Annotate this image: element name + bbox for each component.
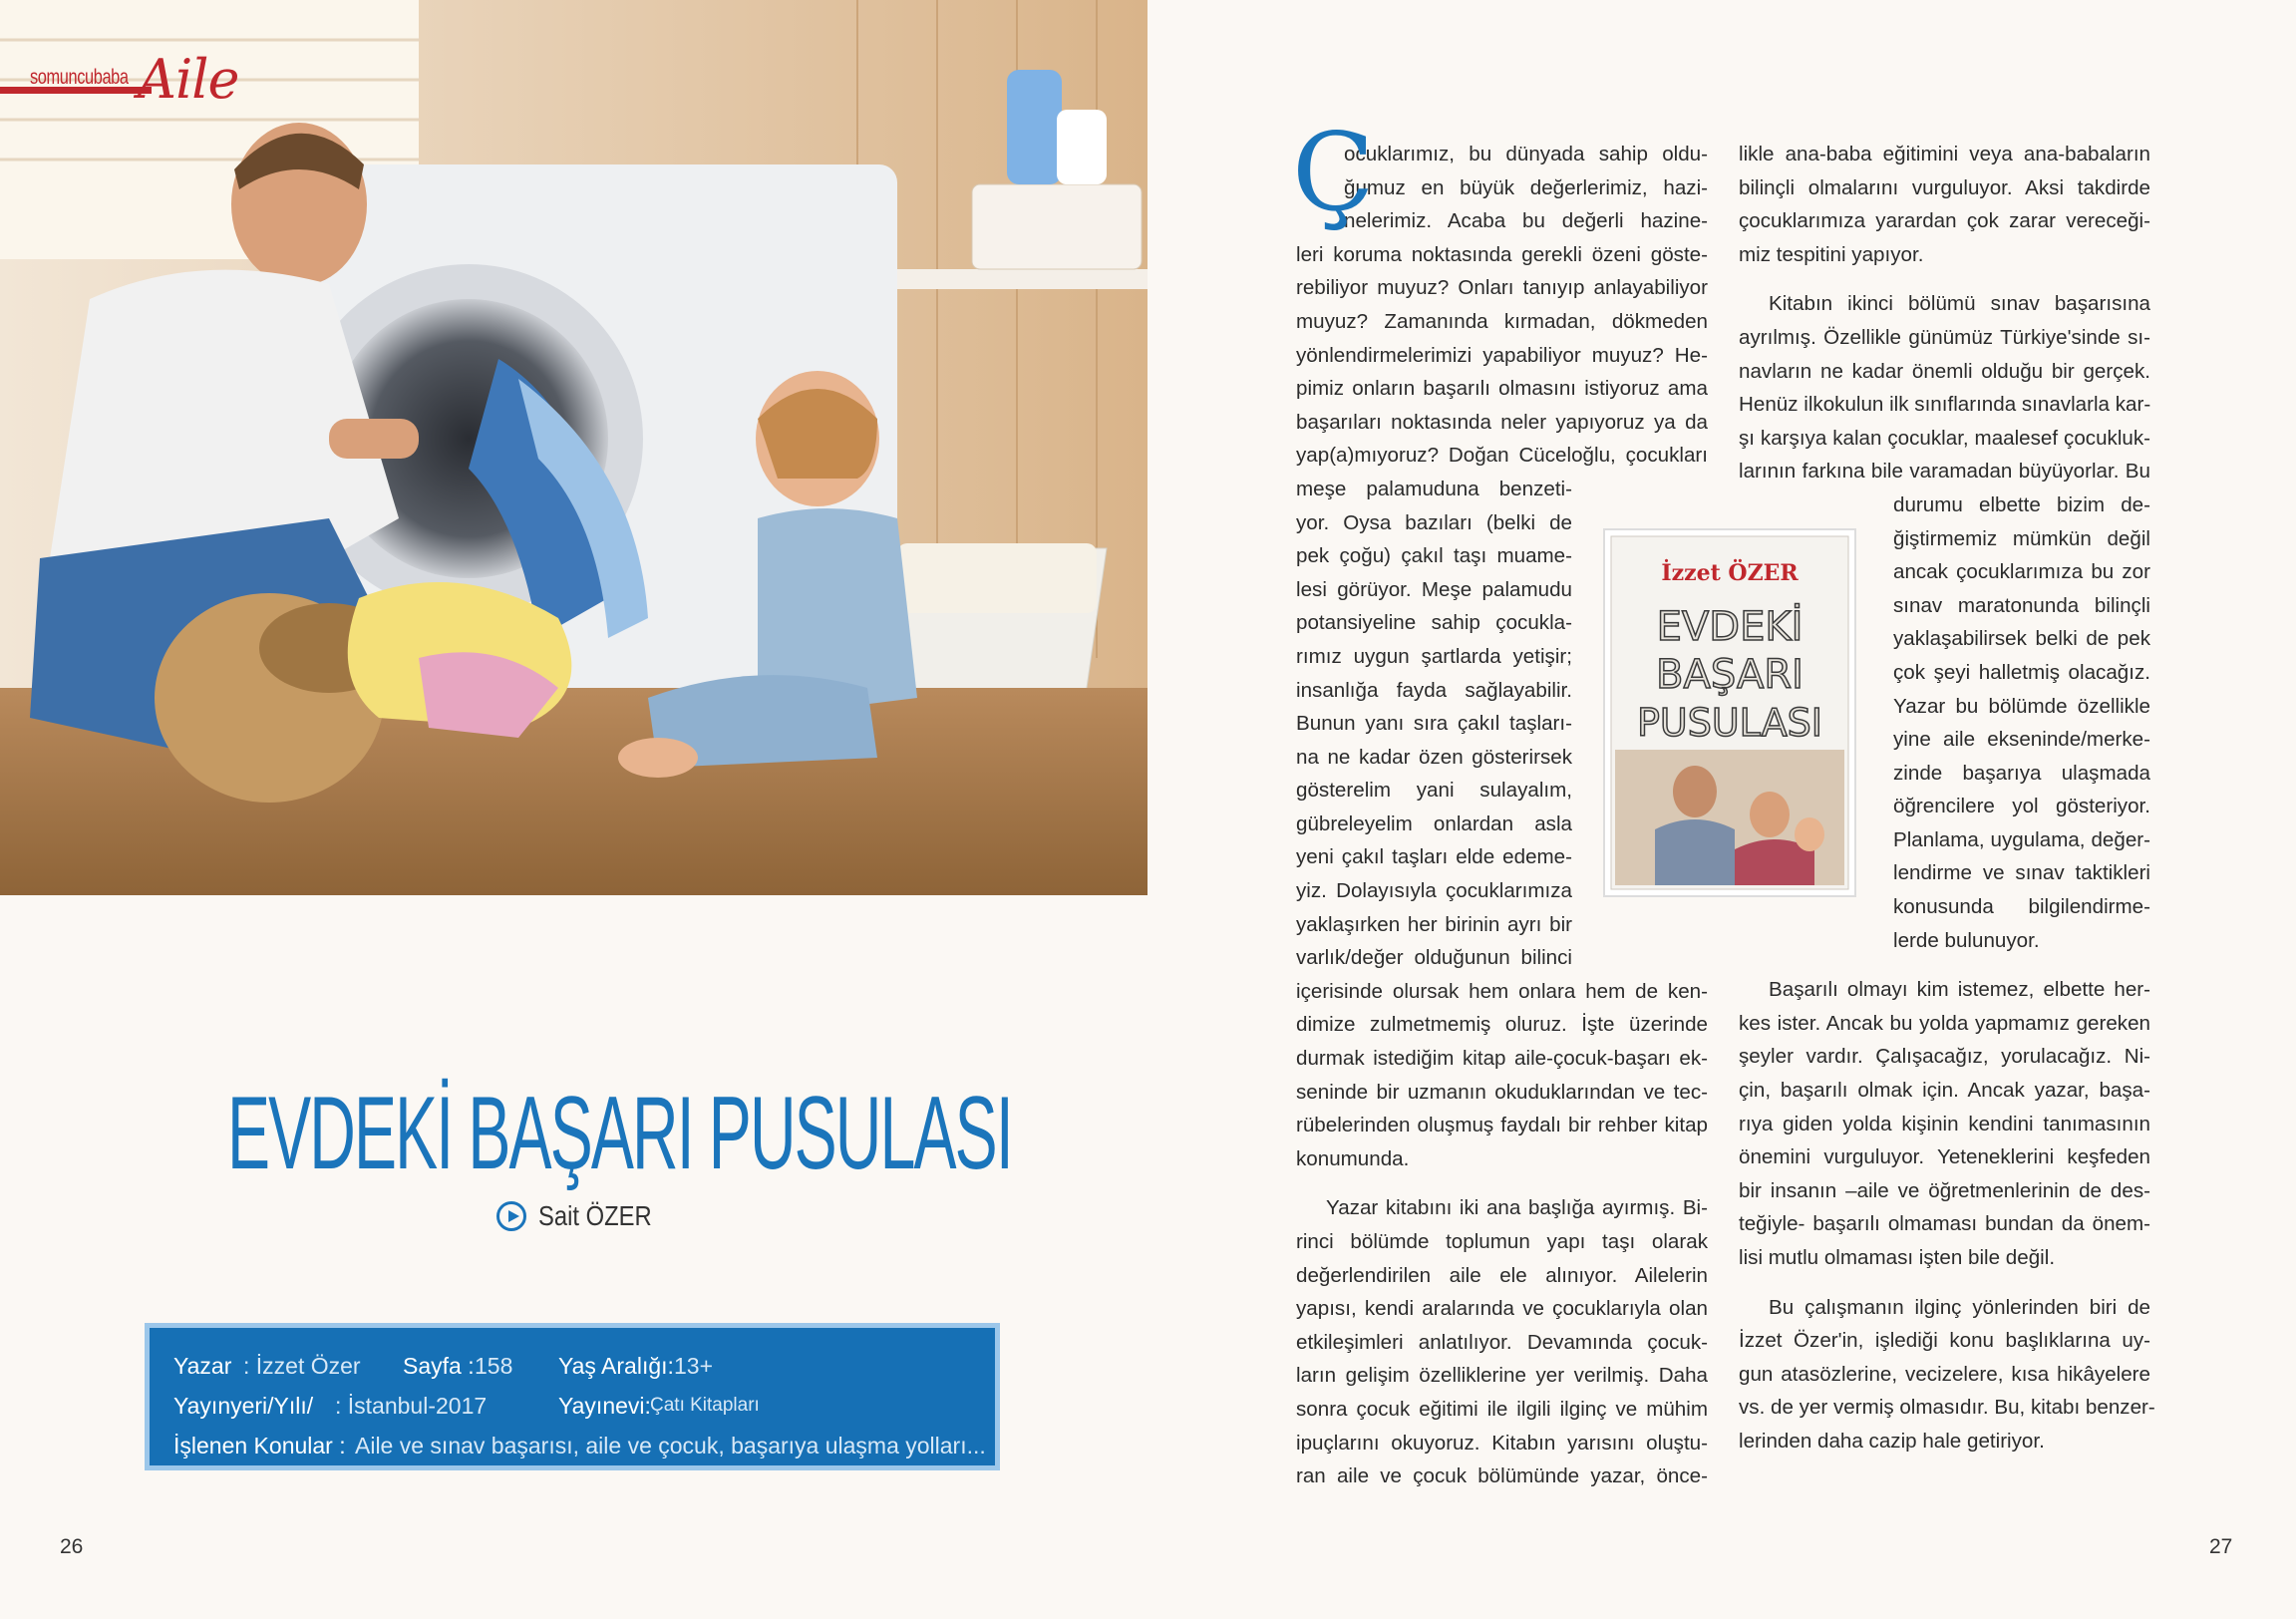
text-line: likle ana-baba eğitimini veya ana-babaların xyxy=(1739,143,2150,165)
text-line: başarıları noktasında neler yapıyoruz ya da xyxy=(1296,410,1708,434)
info-row-3 xyxy=(173,1426,986,1465)
text-line: etkileşimleri anlatılıyor. Devamında çocuk- xyxy=(1296,1330,1708,1354)
text-line: gun atasözlerine, vecizelere, kısa hikâyelere xyxy=(1739,1362,2150,1386)
text-line: ların gelişim özelliklerine yer verilmiş. Daha xyxy=(1296,1364,1708,1388)
author-name: Sait ÖZER xyxy=(538,1200,652,1231)
text-line: teğiyle- başarılı olmaması bundan da önem- xyxy=(1739,1212,2150,1236)
text-line: lerde bulunuyor. xyxy=(1893,928,2040,952)
text-line: şı karşıya kalan çocuklar, maalesef çocukluk- xyxy=(1739,426,2150,450)
konular-value: Aile ve sınav başarısı, aile ve çocuk, başarıya ulaşma yolları... xyxy=(355,1433,986,1458)
brand-logo xyxy=(0,48,259,111)
text-line: sınav maratonunda bilinçli xyxy=(1893,593,2150,617)
text-line: konumunda. xyxy=(1296,1146,1410,1170)
sayfa-label: Sayfa : xyxy=(403,1353,475,1379)
konular-label: İşlenen Konular : xyxy=(173,1433,346,1458)
text-line: çok şeyi halletmiş olacağız. xyxy=(1893,660,2150,684)
text-line: yaklaşabilirsek belki de pek xyxy=(1893,627,2150,651)
text-line: değerlendirilen aile ele alınıyor. Ailelerin xyxy=(1296,1263,1708,1287)
text-line: muyuz? Zamanında kırmadan, dökmeden xyxy=(1296,309,1708,333)
text-line: varlık/değer olduğunun bilinci xyxy=(1296,946,1572,970)
text-line: dimize zulmetmemiş oluruz. İşte üzerinde xyxy=(1296,1013,1708,1037)
text-line: zinde başarıya ulaşmada xyxy=(1893,761,2150,785)
family-laundry-photo xyxy=(0,0,1148,895)
yas-label: Yaş Aralığı: xyxy=(558,1353,674,1379)
right-page xyxy=(1148,0,2296,1619)
text-line: ğumuz en büyük değerlerimiz, hazi- xyxy=(1344,175,1708,199)
text-line: konusunda bilgilendirme- xyxy=(1893,895,2150,919)
yas-value: 13+ xyxy=(674,1353,714,1379)
text-line: ran aile ve çocuk bölümünde yazar, önce- xyxy=(1296,1464,1708,1488)
text-line: çocuklarımıza yarardan çok zarar vereceği- xyxy=(1739,209,2150,233)
text-line: öğrencilere yol gösteriyor. xyxy=(1893,795,2150,818)
text-line: lisi mutlu olmaması işten bile değil. xyxy=(1739,1246,2056,1269)
text-line: larının farkına bile varamadan büyüyorlar. Bu xyxy=(1739,460,2150,484)
play-circle-icon xyxy=(496,1201,526,1231)
text-line: yap(a)mıyoruz? Doğan Cüceloğlu, çocukları xyxy=(1296,444,1708,468)
sayfa-value: 158 xyxy=(475,1353,513,1379)
text-line: içerisinde olursak hem onlara hem de ken- xyxy=(1296,979,1708,1003)
book-cover-author: İzzet ÖZER xyxy=(1661,560,1799,586)
text-line: Henüz ilkokulun ilk sınıflarında sınavlarla kar- xyxy=(1739,393,2151,417)
text-line: önemini vurguluyor. Yeteneklerini keşfeden xyxy=(1739,1145,2150,1169)
text-line: durmak istediğim kitap aile-çocuk-başarı ek- xyxy=(1296,1047,1708,1071)
book-cover-title-1: EVDEKİ xyxy=(1656,604,1804,650)
text-line: yönlendirmelerimizi yapabiliyor muyuz? He- xyxy=(1296,343,1708,367)
text-line: gösterelim yani sulayalım, xyxy=(1296,779,1572,803)
text-line: rübelerinden oluşmuş faydalı bir rehber kitap xyxy=(1296,1114,1708,1137)
yayinyeri-label: Yayınyeri/Yılı/ xyxy=(173,1393,314,1419)
text-line: insanlığa fayda sağlayabilir. xyxy=(1296,678,1572,702)
text-line: lesi görüyor. Meşe palamudu xyxy=(1296,577,1572,601)
text-line: şeyler vardır. Çalışacağız, yorulacağız. Ni- xyxy=(1739,1045,2150,1069)
text-line: rinci bölümde toplumun yapı taşı olarak xyxy=(1296,1230,1708,1253)
yayinyeri-value: : İstanbul-2017 xyxy=(335,1393,488,1419)
text-line: lendirme ve sınav taktikleri xyxy=(1893,861,2150,885)
text-line: Kitabın ikinci bölümü sınav başarısına xyxy=(1769,292,2150,316)
page-number-right: 27 xyxy=(2209,1535,2233,1558)
text-line: çin, başarılı olmak için. Ancak yazar, başa- xyxy=(1739,1079,2150,1103)
text-line: yiz. Dolayısıyla çocuklarımıza xyxy=(1296,879,1572,903)
text-line: Yazar kitabını iki ana başlığa ayırmış. Bi- xyxy=(1326,1196,1708,1220)
text-line: bir insanın –aile ve öğretmenlerinin de des- xyxy=(1739,1178,2150,1202)
text-line: seninde bir uzmanın okuduklarından ve tec- xyxy=(1296,1080,1708,1104)
author-byline xyxy=(496,1196,672,1236)
brand-small-text: somuncubaba xyxy=(30,66,129,89)
text-line: durumu elbette bizim de- xyxy=(1893,492,2150,516)
text-line: potansiyeline sahip çocukla- xyxy=(1296,611,1572,635)
page-number-left: 26 xyxy=(60,1535,84,1558)
text-line: navların ne kadar önemli olduğu bir gerçek. xyxy=(1739,359,2150,383)
text-line: yine aile ekseninde/merke- xyxy=(1893,728,2150,752)
text-line: nelerimiz. Acaba bu değerli hazine- xyxy=(1344,209,1708,233)
text-line: yor. Oysa bazıları (belki de xyxy=(1296,510,1572,534)
article-title: EVDEKİ BAŞARI PUSULASI xyxy=(227,1075,1012,1191)
book-info-box xyxy=(148,1326,997,1467)
yazar-label: Yazar xyxy=(173,1353,232,1379)
text-line: leri koruma noktasında gerekli özeni göste- xyxy=(1296,242,1708,266)
text-line: sonra çocuk eğitimi ile ilgili ilginç ve mühim xyxy=(1296,1397,1708,1421)
text-line: Bu çalışmanın ilginç yönlerinden biri de xyxy=(1769,1295,2150,1319)
text-line: bilinçli olmalarını vurguluyor. Aksi takdirde xyxy=(1739,175,2150,199)
text-line: pimiz onların başarılı olmasını istiyoruz ama xyxy=(1296,377,1708,401)
text-line: ipuçlarını okuyoruz. Kitabın yarısını oluştu- xyxy=(1296,1431,1708,1455)
text-line: rıya giden yolda kişinin kendini tanımasının xyxy=(1739,1112,2150,1135)
text-line: İzzet Özer'in, işlediği konu başlıklarına uy- xyxy=(1739,1329,2150,1353)
yazar-value: : İzzet Özer xyxy=(243,1353,361,1379)
text-line: vs. de yer vermiş olmasıdır. Bu, kitabı benzer- xyxy=(1739,1396,2155,1420)
text-line: Bunun yanı sıra çakıl taşları- xyxy=(1296,712,1572,736)
text-line: Başarılı olmayı kim istemez, elbette her- xyxy=(1769,978,2150,1002)
text-line: miz tespitini yapıyor. xyxy=(1739,242,1924,266)
text-line: ocuklarımız, bu dünyada sahip oldu- xyxy=(1344,143,1708,165)
text-line: yaklaşırken her birinin ayrı bir xyxy=(1296,912,1572,936)
book-cover-title-2: BAŞARI xyxy=(1656,652,1804,698)
text-line: yeni çakıl taşları elde edeme- xyxy=(1296,845,1572,869)
text-line: gübreleyelim onlardan asla xyxy=(1296,811,1572,835)
text-line: na ne kadar özen gösterirsek xyxy=(1296,745,1572,769)
info-row-2 xyxy=(173,1386,981,1426)
brand-big-text: Aile xyxy=(138,48,239,111)
photo-illustration xyxy=(0,0,1148,895)
text-line: ancak çocuklarımıza bu zor xyxy=(1893,560,2150,584)
text-line: rebiliyor muyuz? Onları tanıyıp anlayabiliyor xyxy=(1296,276,1708,300)
text-line: kes ister. Ancak bu yolda yapmamız gereken xyxy=(1739,1011,2150,1035)
text-line: lerinden daha cazip hale getiriyor. xyxy=(1739,1429,2045,1453)
book-info-content xyxy=(173,1346,986,1465)
text-line: meşe palamuduna benzeti- xyxy=(1296,477,1572,500)
text-line: Planlama, uygulama, değer- xyxy=(1893,827,2150,851)
book-cover-title-3: PUSULASI xyxy=(1636,701,1823,745)
text-line: pek çoğu) çakıl taşı muame- xyxy=(1296,544,1572,568)
text-line: Yazar bu bölümde özellikle xyxy=(1893,694,2150,718)
text-line: ayrılmış. Özellikle günümüz Türkiye'sinde sı- xyxy=(1739,325,2150,349)
yayinevi-label: Yayınevi: xyxy=(558,1393,651,1419)
yayinevi-value: Çatı Kitapları xyxy=(650,1395,760,1416)
info-row-1 xyxy=(173,1346,981,1386)
text-column-2 xyxy=(1739,138,2155,1458)
drop-cap: Ç xyxy=(1292,111,1375,235)
text-line: yapısı, kendi aralarında ve çocuklarıyla olan xyxy=(1296,1297,1708,1321)
text-line: rımız uygun şartlarda yetişir; xyxy=(1296,644,1572,668)
text-line: ğiştirmemiz mümkün değil xyxy=(1893,526,2150,550)
